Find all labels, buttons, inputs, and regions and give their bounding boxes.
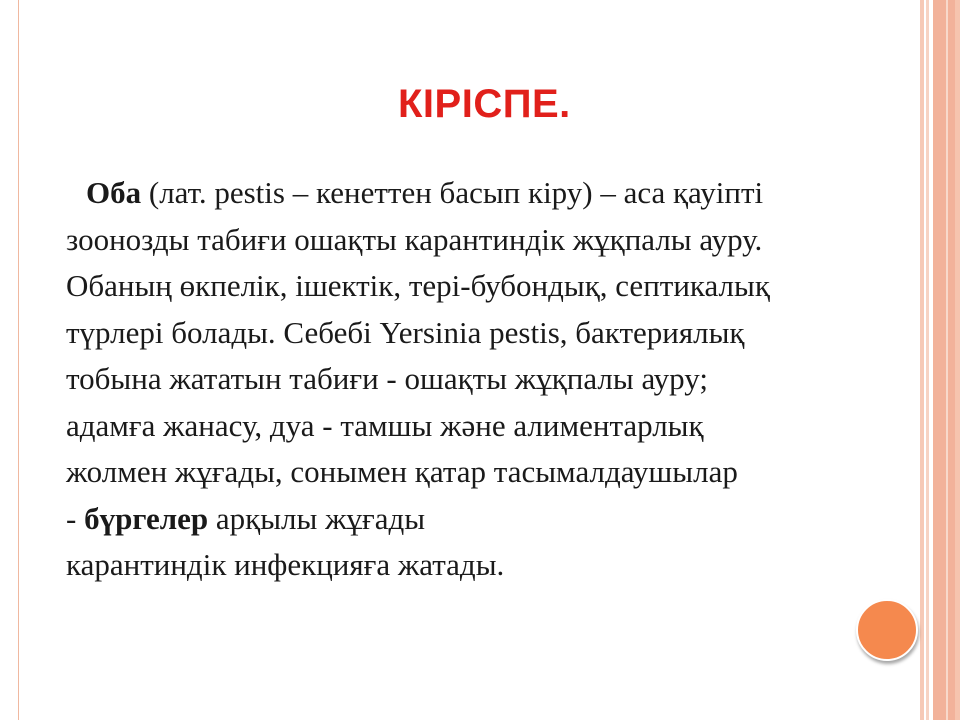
text-line: адамға жанасу, дуа - тамшы және алиментарлық [66, 407, 704, 443]
text-line: жолмен жұғады, сонымен қатар тасымалдаушылар [66, 454, 738, 489]
text-span: - [66, 500, 85, 536]
text-line: түрлері болады. Себебі Yersinia pestis, бактериялық [66, 314, 745, 350]
text-span: (лат. pestis – кенеттен басып кіру) – аса қауіпті [141, 175, 764, 210]
right-decor-stripe [955, 0, 960, 720]
right-decor-stripe [946, 0, 948, 720]
body-paragraph [66, 170, 926, 589]
text-line: тобына жататын табиғи - ошақты жұқпалы ауру; [66, 361, 708, 396]
text-line: карантиндік инфекцияға жатады. [66, 547, 505, 582]
text-line [66, 496, 926, 543]
bold-term: Оба [86, 175, 142, 210]
text-line: зоонозды табиғи ошақты карантиндік жұқпалы ауру. [66, 221, 763, 257]
right-decor-stripe [926, 0, 929, 720]
left-frame-line [18, 0, 19, 720]
bold-term: бүргелер [84, 500, 209, 536]
decorative-circle [856, 599, 918, 661]
text-line: Обаның өкпелік, ішектік, тері-бубондық, септикалық [66, 268, 770, 303]
right-decor-stripe [933, 0, 955, 720]
slide-title: КІРІСПЕ. [398, 82, 571, 126]
text-line [66, 170, 926, 217]
text-span: арқылы жұғады [208, 500, 426, 536]
